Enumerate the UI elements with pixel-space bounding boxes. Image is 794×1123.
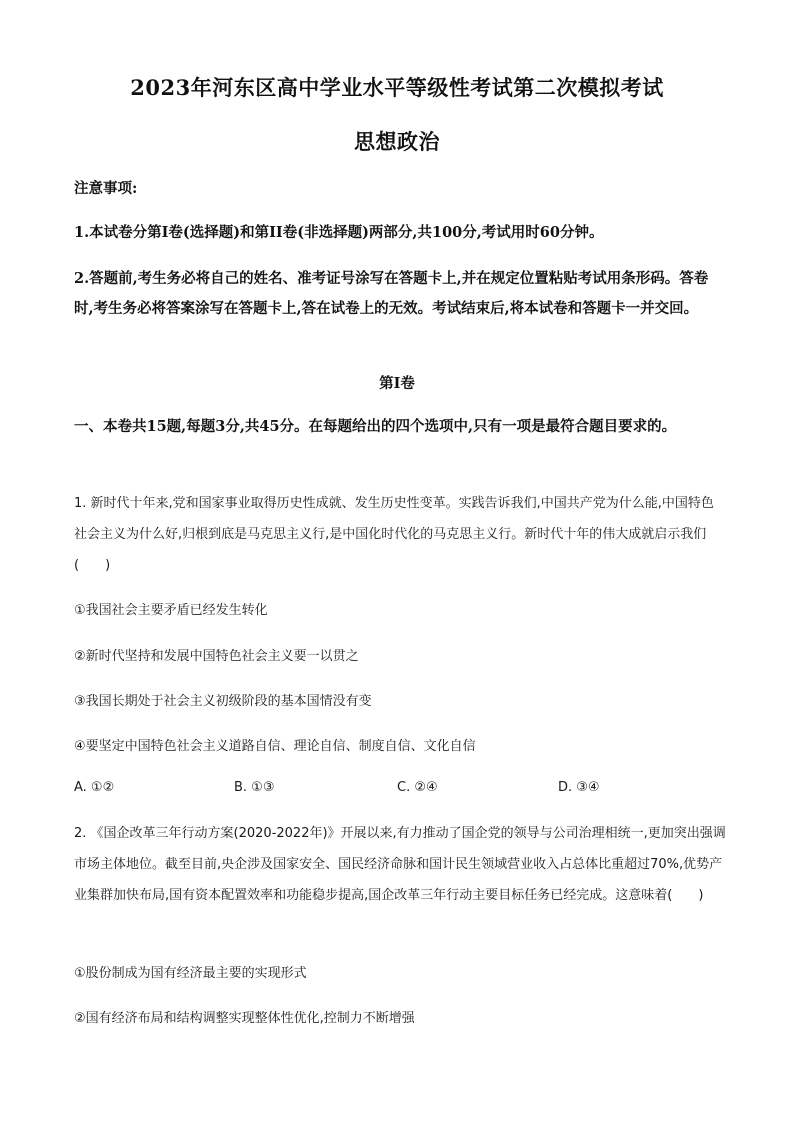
choice-a: A. ①② [74,780,115,795]
question-1-option-4: ④要坚定中国特色社会主义道路自信、理论自信、制度自信、文化自信 [74,739,476,754]
question-1-stem: 1. 新时代十年来,党和国家事业取得历史性成就、发生历史性变革。实践告诉我们,中国共产党为什么能,中国特色社会主义为什么好,归根到底是马克思主义行,是中国化时代化的马克思主义行。新时代十年的伟大成就启示我们( ) [74,496,714,573]
question-2-option-2: ②国有经济布局和结构调整实现整体性优化,控制力不断增强 [74,1011,415,1026]
exam-title: 2023年河东区高中学业水平等级性考试第二次模拟考试 [130,75,664,100]
notice-item-1: 1.本试卷分第I卷(选择题)和第II卷(非选择题)两部分,共100分,考试用时60分钟。 [74,224,604,241]
subject-title: 思想政治 [354,129,440,154]
choice-b: B. ①③ [234,780,275,795]
choice-d: D. ③④ [558,780,600,795]
question-1-choices [74,780,724,798]
question-1-option-3: ③我国长期处于社会主义初级阶段的基本国情没有变 [74,694,372,709]
notice-item-2: 2.答题前,考生务必将自己的姓名、准考证号涂写在答题卡上,并在规定位置粘贴考试用条形码。答卷时,考生务必将答案涂写在答题卡上,答在试卷上的无效。考试结束后,将本试卷和答题卡一并交回。 [74,270,709,317]
question-1-option-2: ②新时代坚持和发展中国特色社会主义要一以贯之 [74,649,359,664]
question-2-option-1: ①股份制成为国有经济最主要的实现形式 [74,966,307,981]
question-1-option-1: ①我国社会主要矛盾已经发生转化 [74,603,268,618]
volume-title: 第I卷 [379,375,415,392]
notice-heading: 注意事项: [74,180,138,197]
question-2-stem: 2. 《国企改革三年行动方案(2020-2022年)》开展以来,有力推动了国企党的领导与公司治理相统一,更加突出强调市场主体地位。截至目前,央企涉及国家安全、国民经济命脉和国计民生领域营业收入占总体比重超过70%,优势产业集群加快布局,国有资本配置效率和功能稳步提高,国企改革三年行动主要目标任务已经完成。这意味着( ) [74,826,726,903]
choice-c: C. ②④ [397,780,438,795]
section-heading: 一、本卷共15题,每题3分,共45分。在每题给出的四个选项中,只有一项是最符合题目要求的。 [74,418,677,435]
